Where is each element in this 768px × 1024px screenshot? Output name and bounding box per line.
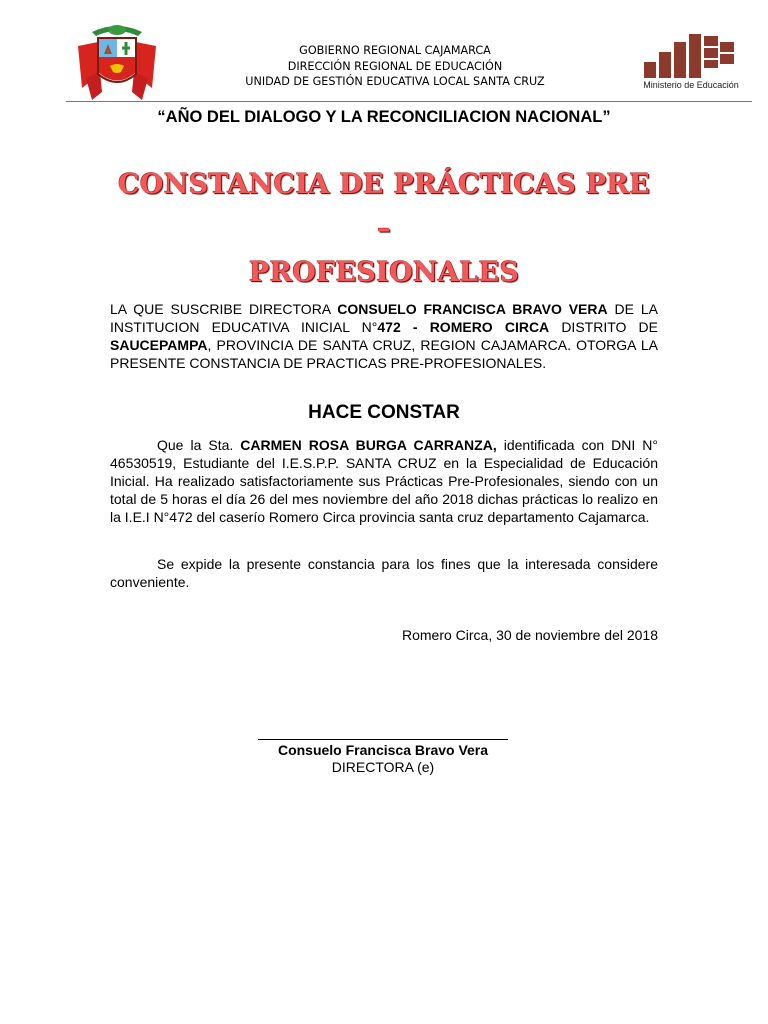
- minedu-label: Ministerio de Educación: [643, 80, 739, 90]
- student-name: CARMEN ROSA BURGA CARRANZA,: [240, 437, 497, 453]
- header-line-3: UNIDAD DE GESTIÓN EDUCATIVA LOCAL SANTA CRUZ: [245, 75, 545, 88]
- peru-coat-of-arms-logo: [72, 16, 162, 106]
- header-line-2: DIRECCIÓN REGIONAL DE EDUCACIÓN: [287, 59, 503, 73]
- header-divider: [66, 101, 752, 102]
- intro-text: , PROVINCIA DE SANTA CRUZ, REGION CAJAMARCA. OTORGA LA PRESENTE CONSTANCIA DE PRACTICAS PRE-PROFESIONALES.: [110, 337, 658, 371]
- title-line-1: CONSTANCIA DE PRÁCTICAS PRE –: [118, 169, 650, 244]
- institution-header: [200, 43, 590, 90]
- ministerio-de-educacion-logo: [636, 32, 746, 96]
- intro-text: LA QUE SUSCRIBE DIRECTORA: [110, 301, 338, 317]
- signatory-name: Consuelo Francisca Bravo Vera: [277, 742, 489, 758]
- year-motto: “AÑO DEL DIALOGO Y LA RECONCILIACION NACIONAL”: [157, 108, 611, 126]
- closing-paragraph: [110, 555, 658, 591]
- body-paragraph: [110, 436, 658, 526]
- body-text: Que la Sta.: [157, 437, 241, 453]
- document-title: [110, 163, 658, 295]
- header-line-1: GOBIERNO REGIONAL CAJAMARCA: [299, 44, 491, 57]
- hace-constar-heading: HACE CONSTAR: [308, 402, 460, 423]
- intro-text: DE LA INSTITUCION EDUCATIVA INICIAL N°: [110, 301, 658, 335]
- place-date: Romero Circa, 30 de noviembre del 2018: [401, 627, 658, 643]
- closing-text: Se expide la presente constancia para los fines que la interesada considere conveniente.: [110, 556, 658, 590]
- director-name: CONSUELO FRANCISCA BRAVO VERA: [337, 301, 608, 317]
- intro-text: DISTRITO DE: [549, 319, 658, 335]
- school-name: 472 - ROMERO CIRCA: [377, 319, 550, 335]
- intro-paragraph: [110, 300, 658, 372]
- signature-line: [258, 739, 508, 740]
- district-name: SAUCEPAMPA: [110, 337, 208, 353]
- title-line-2: PROFESIONALES: [248, 257, 520, 288]
- body-text: identificada con DNI N° 46530519, Estudiante del I.E.S.P.P. SANTA CRUZ en la Especialidad de Educación Inicial. Ha realizado satisfactoriamente sus Prácticas Pre-Profesionales, siendo con un total de 5 horas el día 26 del mes noviembre del año 2018 dichas prácticas lo realizo en la I.E.I N°472 del caserío Romero Circa provincia santa cruz departamento Cajamarca.: [110, 437, 658, 525]
- signatory-role: DIRECTORA (e): [331, 759, 435, 775]
